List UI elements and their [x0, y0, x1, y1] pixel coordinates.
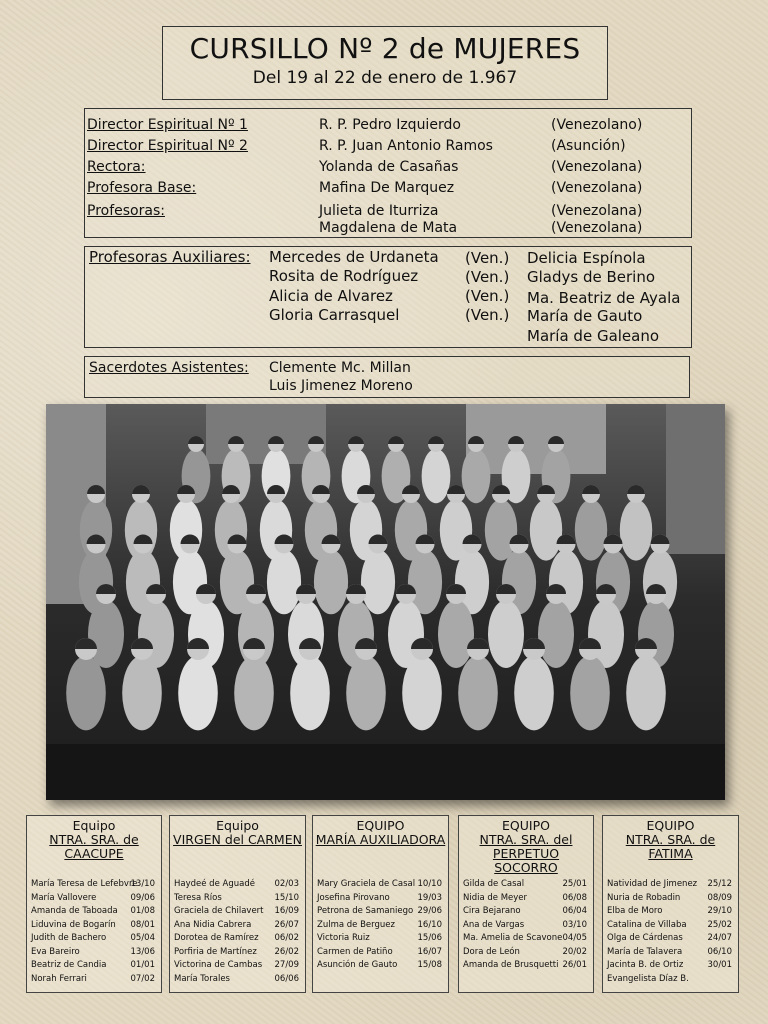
- team-member-name: Eva Bareiro: [31, 946, 80, 957]
- team-title-line: FATIMA: [648, 846, 693, 861]
- auxiliar-nationality: (Ven.): [465, 287, 510, 305]
- team-member-date: 06/06: [274, 973, 299, 984]
- team-member-date: 25/01: [562, 879, 587, 889]
- team-member-name: María Vallovere: [31, 892, 97, 903]
- team-member-list: [463, 878, 587, 973]
- team-member-name: Dora de León: [463, 946, 520, 957]
- team-member-name: Teresa Ríos: [174, 892, 222, 903]
- team-member-row: [31, 932, 155, 946]
- team-maria-auxiliadora: [312, 815, 449, 993]
- team-member-date: 01/01: [130, 960, 155, 970]
- staff-nationality: (Venezolana): [551, 220, 643, 236]
- staff-box: [84, 108, 692, 238]
- team-member-row: [174, 973, 299, 987]
- team-member-date: 13/06: [130, 946, 155, 957]
- team-title: [603, 816, 738, 861]
- team-member-date: 16/10: [417, 919, 442, 930]
- team-member-name: Gilda de Casal: [463, 879, 525, 889]
- team-member-row: [317, 905, 442, 919]
- figure-body: [538, 600, 574, 668]
- staff-name: Mafina De Marquez: [319, 180, 455, 196]
- team-member-name: Victorina de Cambas: [174, 960, 263, 970]
- team-member-date: 03/10: [562, 919, 587, 930]
- figure-body: [626, 656, 666, 731]
- team-virgen-del-carmen: [169, 815, 306, 993]
- figure-body: [88, 600, 124, 668]
- group-photo-image: [46, 404, 725, 800]
- team-member-date: 06/10: [707, 946, 732, 957]
- team-member-name: Mary Graciela de Casal: [317, 879, 416, 889]
- team-member-row: [317, 946, 442, 960]
- team-title-line: MARÍA AUXILIADORA: [315, 832, 446, 847]
- figure-body: [178, 656, 218, 731]
- team-title-line: Equipo: [72, 818, 116, 833]
- figure-body: [234, 656, 274, 731]
- team-member-name: Beatriz de Candia: [31, 960, 107, 970]
- page-title: CURSILLO Nº 2 de MUJERES: [189, 32, 581, 65]
- auxiliares-box: [84, 246, 692, 348]
- staff-row: [87, 218, 687, 238]
- team-member-date: 26/01: [562, 960, 587, 970]
- figure-body: [122, 656, 162, 731]
- team-member-date: 15/06: [417, 933, 442, 943]
- staff-name: Julieta de Iturriza: [319, 203, 439, 219]
- team-member-date: 29/06: [417, 906, 442, 916]
- staff-row: [87, 136, 687, 156]
- team-member-row: [31, 905, 155, 919]
- team-member-date: 13/10: [130, 879, 155, 889]
- team-member-row: [607, 973, 732, 987]
- auxiliar-nationality: (Ven.): [465, 268, 510, 286]
- team-member-name: Ana de Vargas: [463, 919, 525, 930]
- sacerdotes-box: [84, 356, 690, 398]
- team-member-list: [607, 878, 732, 986]
- team-member-name: Haydeé de Aguadé: [174, 879, 255, 889]
- title-box: [162, 26, 608, 100]
- staff-name: Magdalena de Mata: [319, 220, 458, 236]
- team-title: [27, 816, 161, 861]
- team-member-date: 04/05: [562, 933, 587, 943]
- event-dates: Del 19 al 22 de enero de 1.967: [252, 68, 518, 88]
- team-fatima: [602, 815, 739, 993]
- team-member-date: 07/02: [130, 973, 155, 984]
- team-member-name: María Torales: [174, 973, 230, 984]
- auxiliares-label: Profesoras Auxiliares:: [89, 248, 251, 266]
- team-member-date: 16/07: [417, 946, 442, 957]
- auxiliar-name: Rosita de Rodríguez: [269, 267, 419, 285]
- team-member-date: 25/02: [707, 919, 732, 930]
- team-member-name: María Teresa de Lefebvre: [31, 879, 138, 889]
- staff-role: Rectora:: [87, 159, 146, 175]
- team-member-name: Judith de Bachero: [31, 933, 107, 943]
- team-title: [170, 816, 305, 847]
- team-member-row: [317, 892, 442, 906]
- team-caacupe: [26, 815, 162, 993]
- team-member-list: [174, 878, 299, 986]
- team-member-date: 10/10: [417, 879, 442, 889]
- figure-body: [314, 550, 348, 615]
- team-title-line: NTRA. SRA. de: [49, 832, 139, 847]
- team-member-row: [174, 919, 299, 933]
- team-member-date: 25/12: [707, 879, 732, 889]
- team-member-row: [607, 959, 732, 973]
- team-member-name: Graciela de Chilavert: [174, 906, 264, 916]
- team-member-date: 09/06: [130, 892, 155, 903]
- auxiliar-name: Delicia Espínola: [527, 249, 646, 267]
- team-title-line: CAACUPE: [64, 846, 124, 861]
- figure-body: [488, 600, 524, 668]
- team-member-row: [31, 878, 155, 892]
- team-member-name: Carmen de Patiño: [317, 946, 393, 957]
- team-member-name: Ana Nidia Cabrera: [174, 919, 252, 930]
- sacerdote-name: Luis Jimenez Moreno: [269, 378, 413, 394]
- team-member-date: 15/08: [417, 960, 442, 970]
- staff-name: R. P. Juan Antonio Ramos: [319, 138, 493, 154]
- figure-body: [361, 550, 395, 615]
- team-member-date: 16/09: [274, 906, 299, 916]
- team-title-line: EQUIPO: [356, 818, 405, 833]
- auxiliar-nationality: (Ven.): [465, 306, 510, 324]
- team-member-row: [607, 932, 732, 946]
- team-member-date: 26/07: [274, 919, 299, 930]
- team-member-date: 02/03: [274, 879, 299, 889]
- team-title-line: EQUIPO: [502, 818, 550, 833]
- team-member-name: Zulma de Berguez: [317, 919, 395, 930]
- team-member-name: Elba de Moro: [607, 906, 663, 916]
- auxiliar-nationality: (Ven.): [465, 249, 510, 267]
- team-member-name: Catalina de Villaba: [607, 919, 687, 930]
- staff-role: Profesora Base:: [87, 180, 197, 196]
- staff-nationality: (Venezolana): [551, 180, 643, 196]
- team-member-row: [463, 892, 587, 906]
- auxiliar-name: Gloria Carrasquel: [269, 306, 400, 324]
- team-member-date: 27/09: [274, 960, 299, 970]
- team-perpetuo-socorro: [458, 815, 594, 993]
- team-member-name: Asunción de Gauto: [317, 960, 398, 970]
- team-member-date: 26/02: [274, 946, 299, 957]
- team-member-name: Evangelista Díaz B.: [607, 973, 689, 984]
- staff-name: Yolanda de Casañas: [319, 159, 459, 175]
- team-member-row: [607, 905, 732, 919]
- team-member-row: [607, 946, 732, 960]
- figure-body: [530, 499, 562, 560]
- auxiliar-name: Alicia de Alvarez: [269, 287, 393, 305]
- team-member-row: [31, 959, 155, 973]
- team-member-name: Ma. Amelia de Scavone: [463, 933, 563, 943]
- team-member-date: 30/01: [707, 960, 732, 970]
- team-member-name: Olga de Cárdenas: [607, 933, 683, 943]
- team-title-line: PERPETUO: [492, 846, 560, 861]
- figure-body: [575, 499, 607, 560]
- team-member-name: Liduvina de Bogarín: [31, 919, 116, 930]
- figure-body: [514, 656, 554, 731]
- team-title-line: NTRA. SRA. de: [625, 832, 716, 847]
- team-member-row: [607, 892, 732, 906]
- figure-body: [402, 656, 442, 731]
- staff-row: [87, 178, 687, 198]
- sacerdotes-label: Sacerdotes Asistentes:: [89, 360, 249, 376]
- team-member-date: 15/10: [274, 892, 299, 903]
- staff-row: [87, 157, 687, 177]
- team-member-row: [463, 919, 587, 933]
- team-member-name: Cira Bejarano: [463, 906, 521, 916]
- team-member-list: [317, 878, 442, 973]
- auxiliar-name: María de Gauto: [527, 307, 643, 325]
- team-member-row: [463, 946, 587, 960]
- auxiliar-name: María de Galeano: [527, 327, 660, 345]
- team-member-row: [317, 878, 442, 892]
- figure-body: [620, 499, 652, 560]
- staff-row: [87, 115, 687, 135]
- team-member-name: Natividad de Jimenez: [607, 879, 698, 889]
- figure-body: [462, 449, 491, 503]
- team-member-date: 29/10: [707, 906, 732, 916]
- team-member-row: [31, 892, 155, 906]
- team-member-name: Porfiria de Martínez: [174, 946, 257, 957]
- team-member-row: [463, 959, 587, 973]
- figure-body: [570, 656, 610, 731]
- team-title: [313, 816, 448, 847]
- staff-nationality: (Venezolana): [551, 159, 643, 175]
- team-member-name: Amanda de Brusquetti: [463, 960, 559, 970]
- team-member-row: [317, 932, 442, 946]
- staff-nationality: (Venezolana): [551, 203, 643, 219]
- team-member-row: [31, 946, 155, 960]
- team-member-name: Jacinta B. de Ortiz: [607, 960, 684, 970]
- team-member-name: María de Talavera: [607, 946, 683, 957]
- figure-body: [66, 656, 106, 731]
- team-title: [459, 816, 593, 875]
- team-member-name: Petrona de Samaniego: [317, 906, 414, 916]
- team-member-row: [174, 959, 299, 973]
- staff-role: Profesoras:: [87, 203, 165, 219]
- auxiliar-name: Ma. Beatriz de Ayala: [527, 289, 681, 307]
- staff-nationality: (Venezolano): [551, 117, 643, 133]
- figure-body: [485, 499, 517, 560]
- team-member-list: [31, 878, 155, 986]
- team-member-name: Nidia de Meyer: [463, 892, 528, 903]
- staff-role: Director Espiritual Nº 1: [87, 117, 248, 133]
- team-member-row: [31, 919, 155, 933]
- team-title-line: VIRGEN del CARMEN: [173, 832, 302, 847]
- figure-body: [458, 656, 498, 731]
- staff-nationality: (Asunción): [551, 138, 626, 154]
- figure-body: [267, 550, 301, 615]
- team-member-date: 19/03: [417, 892, 442, 903]
- team-member-name: Victoria Ruiz: [317, 933, 370, 943]
- team-title-line: Equipo: [216, 818, 259, 833]
- team-member-row: [174, 892, 299, 906]
- team-member-date: 08/09: [707, 892, 732, 903]
- team-member-name: Norah Ferrari: [31, 973, 87, 984]
- team-member-row: [174, 878, 299, 892]
- figure-body: [346, 656, 386, 731]
- team-member-row: [317, 959, 442, 973]
- team-member-row: [317, 919, 442, 933]
- figure-body: [290, 656, 330, 731]
- team-member-name: Dorotea de Ramírez: [174, 933, 259, 943]
- team-member-row: [607, 919, 732, 933]
- team-member-name: Josefina Pirovano: [317, 892, 390, 903]
- team-member-row: [174, 932, 299, 946]
- team-member-name: Nuria de Robadin: [607, 892, 681, 903]
- team-member-date: 06/02: [274, 933, 299, 943]
- team-member-row: [174, 946, 299, 960]
- sacerdote-name: Clemente Mc. Millan: [269, 360, 411, 376]
- staff-role: Director Espiritual Nº 2: [87, 138, 248, 154]
- team-member-row: [607, 878, 732, 892]
- team-member-date: 06/04: [562, 906, 587, 916]
- team-member-name: Amanda de Taboada: [31, 906, 118, 916]
- figure-body: [438, 600, 474, 668]
- figure-body: [422, 449, 451, 503]
- team-member-row: [31, 973, 155, 987]
- auxiliar-name: Mercedes de Urdaneta: [269, 248, 439, 266]
- team-member-date: 06/08: [562, 892, 587, 903]
- team-member-row: [463, 878, 587, 892]
- team-member-row: [463, 905, 587, 919]
- team-member-date: 05/04: [130, 933, 155, 943]
- team-title-line: SOCORRO: [494, 860, 558, 875]
- team-member-row: [463, 932, 587, 946]
- auxiliar-name: Gladys de Berino: [527, 268, 656, 286]
- team-member-date: 08/01: [130, 919, 155, 930]
- team-member-row: [174, 905, 299, 919]
- group-photo: [46, 404, 725, 800]
- team-title-line: NTRA. SRA. del: [479, 832, 573, 847]
- team-member-date: 20/02: [562, 946, 587, 957]
- team-title-line: EQUIPO: [646, 818, 695, 833]
- team-member-date: 01/08: [130, 906, 155, 916]
- staff-name: R. P. Pedro Izquierdo: [319, 117, 461, 133]
- team-member-date: 24/07: [707, 933, 732, 943]
